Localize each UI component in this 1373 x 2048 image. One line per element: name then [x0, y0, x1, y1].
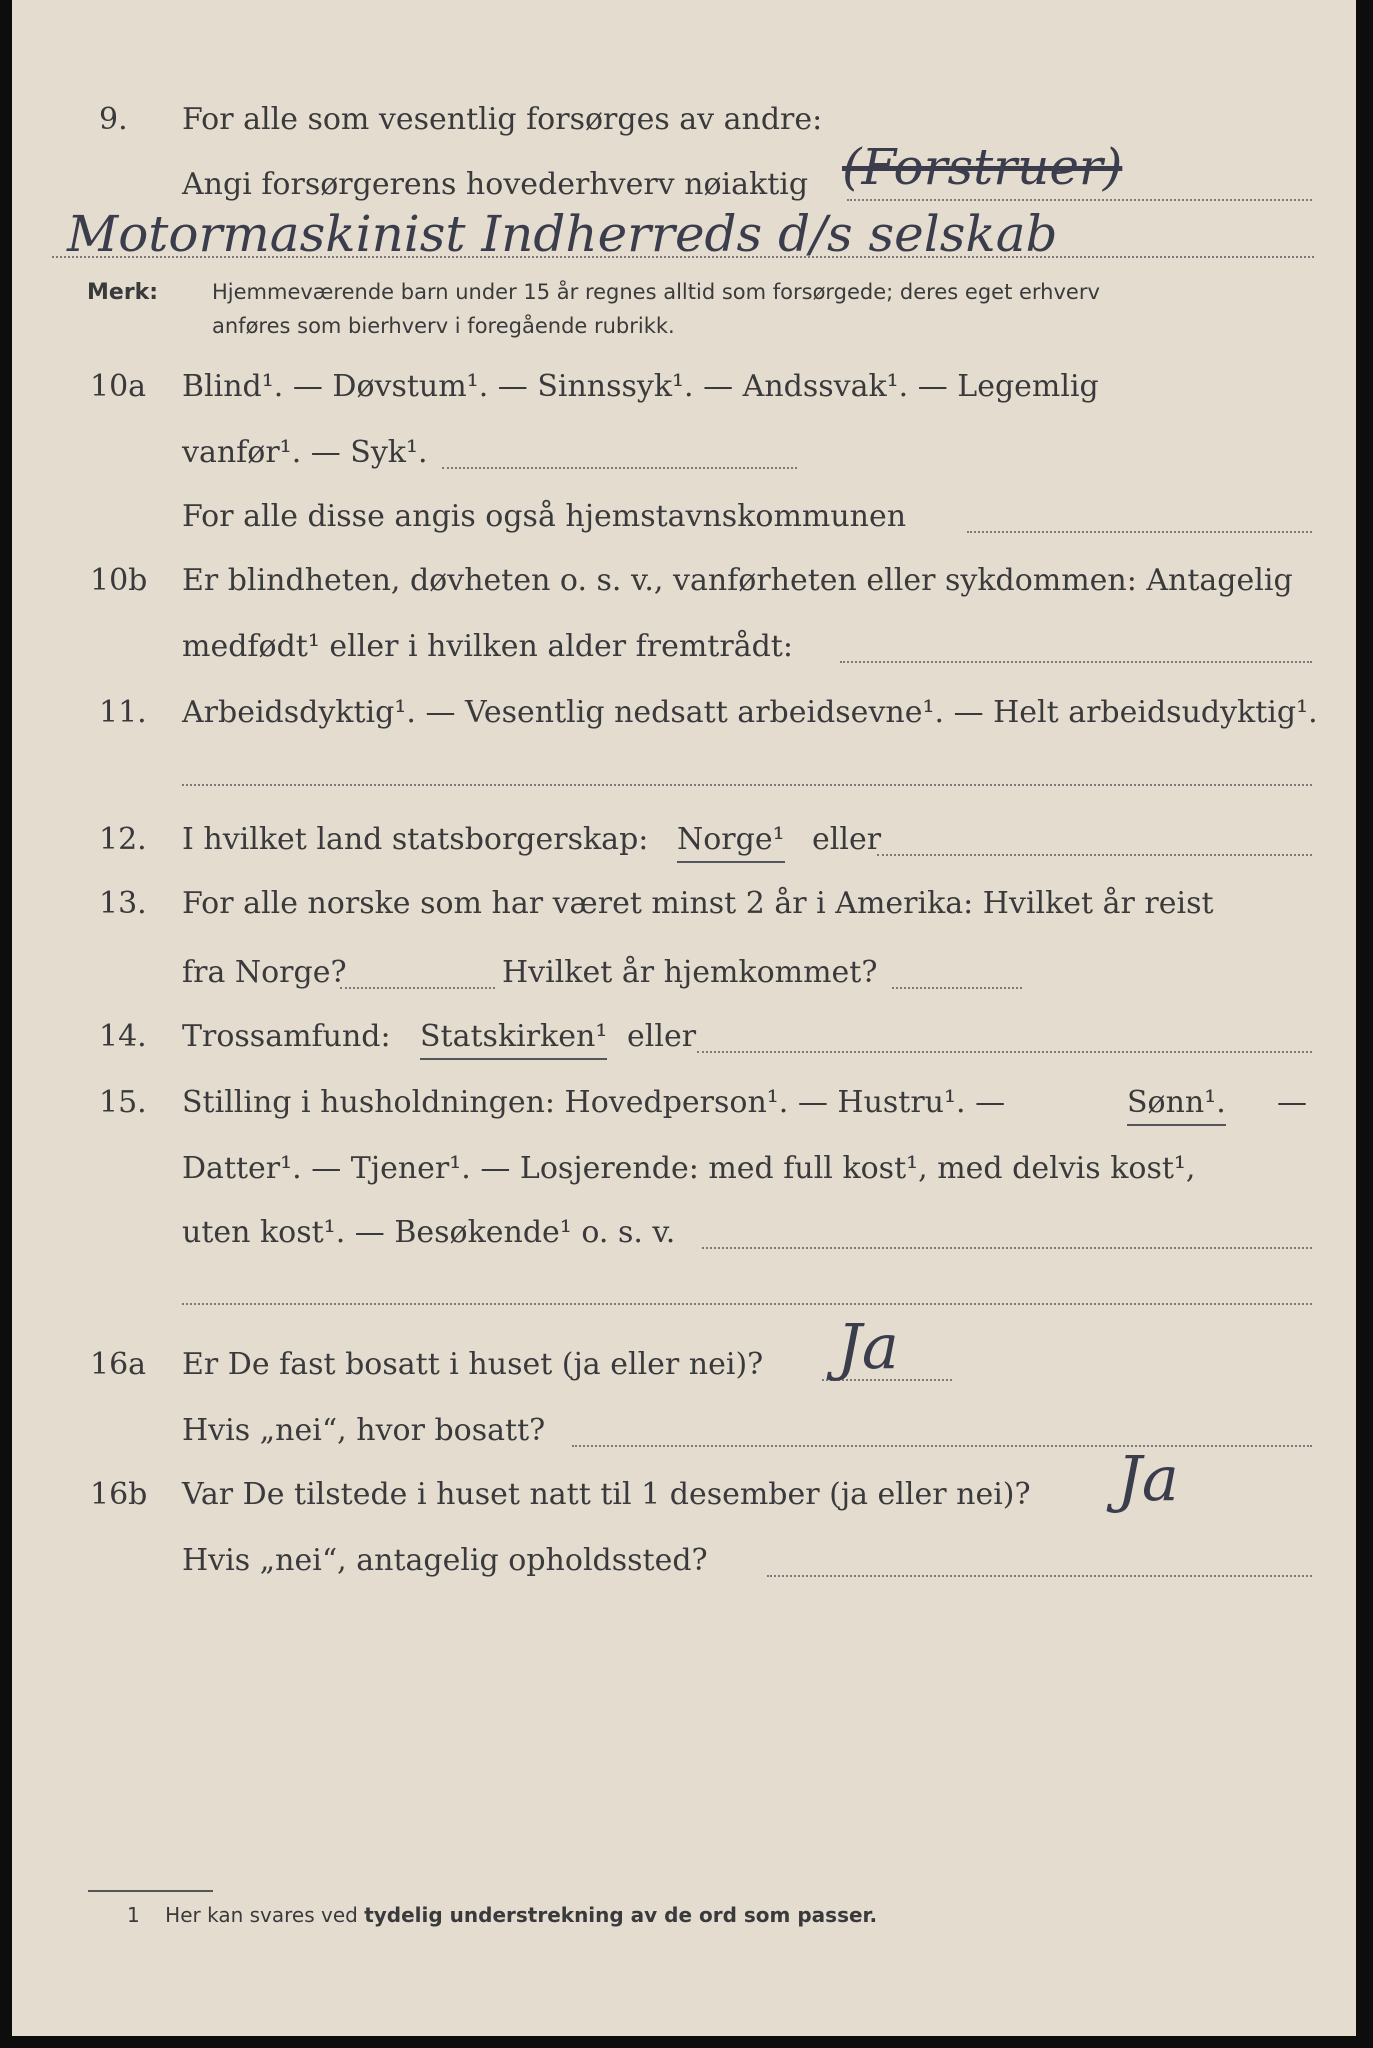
merk-text-1: Hjemmeværende barn under 15 år regnes alltid som forsørgede; deres eget erhverv	[212, 280, 1100, 304]
q11-number: 11.	[99, 695, 147, 730]
q16b-text-1: Var De tilstede i huset natt til 1 desember (ja eller nei)?	[182, 1477, 1031, 1512]
merk-label: Merk:	[87, 280, 159, 305]
q15-text-3: uten kost¹. — Besøkende¹ o. s. v.	[182, 1215, 676, 1250]
q15-number: 15.	[99, 1085, 147, 1120]
q14-text-post: eller	[627, 1019, 697, 1054]
q16b-text-2: Hvis „nei“, antagelig opholdssted?	[182, 1543, 708, 1578]
q12-number: 12.	[99, 822, 147, 857]
q9-handwritten-answer: Motormaskinist Indherreds d/s selskab	[67, 205, 1058, 263]
q10a-answer-line[interactable]	[442, 467, 797, 469]
q16b-location-line[interactable]	[767, 1575, 1312, 1577]
merk-text-2: anføres som bierhverv i foregående rubrikk.	[212, 314, 675, 338]
footnote	[127, 1903, 877, 1927]
q13-text-1: For alle norske som har været minst 2 år i Amerika: Hvilket år reist	[182, 886, 1214, 921]
q16b-number: 16b	[90, 1477, 148, 1512]
q14-answer-line[interactable]	[697, 1051, 1312, 1053]
q15-text-2: Datter¹. — Tjener¹. — Losjerende: med full kost¹, med delvis kost¹,	[182, 1151, 1196, 1186]
q16a-handwritten-answer: Ja	[837, 1310, 899, 1383]
footnote-text-a: Her kan svares ved	[165, 1903, 358, 1927]
q10b-text-1: Er blindheten, døvheten o. s. v., vanførheten eller sykdommen: Antagelig	[182, 563, 1293, 598]
q16a-text-1: Er De fast bosatt i huset (ja eller nei)?	[182, 1347, 764, 1382]
q12-text: I hvilket land statsborgerskap:	[182, 822, 649, 857]
q14-option-statskirken[interactable]: Statskirken¹	[420, 1017, 607, 1060]
q9-answer-line[interactable]	[847, 199, 1312, 201]
q10a-text-1: Blind¹. — Døvstum¹. — Sinnssyk¹. — Andssvak¹. — Legemlig	[182, 369, 1099, 404]
q15-text-1a: Stilling i husholdningen: Hovedperson¹. — Hustru¹. —	[182, 1085, 1006, 1120]
q13-number: 13.	[99, 886, 147, 921]
q10a-number: 10a	[90, 369, 147, 404]
q14-number: 14.	[99, 1019, 147, 1054]
footnote-text-b: tydelig understrekning av de ord som passer.	[364, 1903, 878, 1927]
q14-text: Trossamfund:	[182, 1019, 391, 1054]
q15-answer-line[interactable]	[702, 1247, 1312, 1249]
q16a-residence-line[interactable]	[572, 1445, 1312, 1447]
q13-text-2a: fra Norge?	[182, 955, 347, 990]
q11-text-1: Arbeidsdyktig¹. — Vesentlig nedsatt arbeidsevne¹. — Helt arbeidsudyktig¹.	[182, 695, 1318, 730]
q10a-hometown-line[interactable]	[967, 531, 1312, 533]
q10b-number: 10b	[90, 563, 148, 598]
q12-answer-line[interactable]	[877, 854, 1312, 856]
q16a-number: 16a	[90, 1347, 147, 1382]
q13-departure-line[interactable]	[340, 987, 495, 989]
q9-text-1: For alle som vesentlig forsørges av andre:	[182, 102, 823, 137]
q15-answer-line-2[interactable]	[182, 1303, 1312, 1305]
q15-option-sonn[interactable]: Sønn¹.	[1127, 1083, 1226, 1126]
footnote-mark: 1	[127, 1903, 140, 1927]
q12-option-norge[interactable]: Norge¹	[677, 820, 785, 863]
q9-text-2: Angi forsørgerens hovederhverv nøiaktig	[182, 167, 809, 202]
q10a-text-2: vanfør¹. — Syk¹.	[182, 435, 428, 470]
q16a-text-2: Hvis „nei“, hvor bosatt?	[182, 1413, 546, 1448]
q10b-answer-line[interactable]	[840, 661, 1312, 663]
q9-number: 9.	[99, 102, 128, 137]
census-form-page	[12, 0, 1356, 2036]
q13-return-line[interactable]	[892, 987, 1022, 989]
footnote-rule	[88, 1890, 213, 1892]
q12-text-post: eller	[812, 822, 882, 857]
q9-struck-answer: (Forstruer)	[842, 138, 1123, 196]
q10b-text-2: medfødt¹ eller i hvilken alder fremtrådt:	[182, 629, 793, 664]
q15-text-1c: —	[1277, 1085, 1307, 1120]
q16b-handwritten-answer: Ja	[1117, 1442, 1179, 1515]
q11-answer-line[interactable]	[182, 784, 1312, 786]
q10a-text-3: For alle disse angis også hjemstavnskommunen	[182, 499, 907, 534]
q13-text-2b: Hvilket år hjemkommet?	[502, 955, 878, 990]
